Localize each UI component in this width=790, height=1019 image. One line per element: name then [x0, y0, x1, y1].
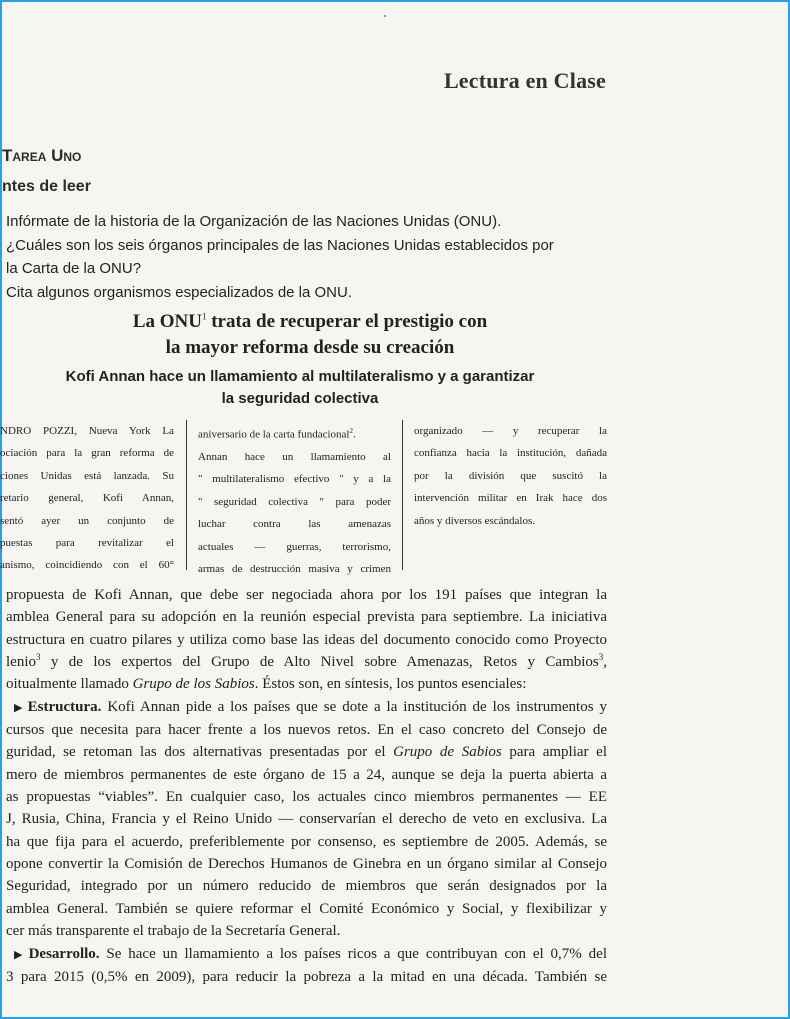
footnote-ref: 2 [349, 427, 353, 435]
column-line: organizado — y recuperar la [414, 425, 607, 437]
column-line: luchar contra las amenazas [198, 518, 391, 531]
column-line: anismo, coincidiendo con el 60° [0, 559, 174, 572]
body-line: amblea General. También se quiere reformar el Comité Económico y Social, y flexibilizar y [6, 900, 607, 917]
speck [384, 15, 386, 17]
triangle-bullet-icon: ▶ [14, 948, 26, 961]
body-line: as propuestas “viables”. En cualquier caso, los actuales cinco miembros permanentes — EE [6, 789, 607, 806]
article-body [6, 584, 607, 988]
question-item: Cita algunos organismos especializados de la ONU. [6, 283, 353, 301]
body-line: J, Rusia, China, Francia y el Reino Unido — conservarían el derecho de veto en exclusiva. La [6, 811, 607, 828]
column-line: " seguridad colectiva " para poder [198, 495, 391, 508]
column-line: armas de destrucción masiva y crimen [198, 563, 391, 576]
body-line: Seguridad, integrado por un número reducido de miembros que serán designados por la [6, 878, 607, 895]
column-line: NDRO POZZI, Nueva York La [0, 425, 174, 437]
footnote-ref: 3 [598, 652, 604, 663]
body-line [6, 673, 607, 695]
question-item: Infórmate de la historia de la Organización de las Naciones Unidas (ONU). [6, 213, 502, 230]
body-text: Kofi Annan pide a los países que se dote a la institución de los instrumentos y [101, 698, 607, 715]
footnote-ref: 3 [36, 652, 41, 663]
lead-column-2 [198, 420, 391, 581]
column-line [198, 420, 391, 446]
question-item: la Carta de la ONU? [6, 260, 142, 277]
body-line: cer más transparente el trabajo de la Secretaría General. [6, 923, 341, 940]
column-divider [402, 420, 403, 570]
column-line: intervención militar en Irak hace dos [414, 492, 607, 505]
body-line: estructura en cuatro pilares y utiliza como base las ideas del documento conocido como Proyecto [6, 631, 607, 648]
body-text: lenio [6, 654, 36, 671]
article-headline [60, 309, 560, 361]
question-item: ¿Cuáles son los seis órganos principales de las Naciones Unidas establecidos por [6, 236, 554, 254]
column-line: " multilateralismo efectivo " y a la [198, 473, 391, 486]
paragraph-desarrollo [6, 943, 607, 989]
page-title: Lectura en Clase [443, 68, 606, 93]
column-line: puestas para revitalizar el [0, 537, 174, 550]
subsection-heading: ntes de leer [2, 178, 91, 195]
body-text: y de los expertos del Grupo de Alto Nivel sobre Amenazas, Retos y Cambios [40, 654, 599, 671]
body-text: Se hace un llamamiento a los países ricos a que contribuyan con el 0,7% del [99, 945, 607, 962]
column-line: ociación para la gran reforma de [0, 447, 174, 460]
headline-text: trata de recuperar el prestigio con [206, 311, 488, 332]
body-text: para ampliar el [501, 744, 607, 761]
body-line: mero de miembros permanentes de este órgano de 15 a 24, aunque se deja la puerta abierta a [6, 766, 607, 783]
body-line: opone convertir la Comisión de Derechos Humanos de Ginebra en un órgano similar al Consejo [6, 856, 607, 873]
body-line [6, 741, 607, 763]
headline-text: la mayor reforma desde su creación [165, 337, 455, 358]
body-line [6, 651, 607, 673]
column-line: sentó ayer un conjunto de [0, 514, 174, 527]
point-heading: Estructura. [27, 698, 102, 715]
column-line: por la división que suscitó la [414, 469, 607, 482]
body-line: 3 para 2015 (0,5% en 2009), para reducir la pobreza a la mitad en una década. También se [6, 968, 607, 985]
column-text: . [352, 428, 356, 441]
body-italic: Grupo de los Sabios [132, 676, 255, 693]
body-line: cursos que necesita para hacer frente a los nuevos retos. En el caso concreto del Consejo de [6, 722, 607, 739]
triangle-bullet-icon: ▶ [14, 701, 25, 714]
paragraph-intro [6, 584, 607, 696]
subhead-text: la seguridad colectiva [221, 390, 379, 407]
body-text: guridad, se retoman las dos alternativas presentadas por el [6, 744, 394, 761]
paragraph-estructura [6, 696, 607, 943]
body-line [6, 943, 607, 966]
footnote-ref: 1 [201, 311, 207, 322]
column-line: Annan hace un llamamiento al [198, 451, 391, 464]
article-subheadline [20, 366, 580, 410]
lead-column-3 [414, 420, 607, 532]
lead-column-1 [0, 420, 174, 577]
body-line: propuesta de Kofi Annan, que debe ser negociada ahora por los 191 países que integran la [6, 587, 607, 603]
column-line: retario general, Kofi Annan, [0, 492, 174, 505]
headline-text: La ONU [132, 311, 202, 332]
column-line: ciones Unidas está lanzada. Su [0, 469, 174, 482]
point-heading: Desarrollo. [28, 945, 100, 962]
body-text: . Éstos son, en síntesis, los puntos esenciales: [254, 676, 527, 693]
question-list [6, 210, 612, 304]
body-italic: Grupo de Sabios [393, 744, 502, 761]
column-line: años y diversos escándalos. [414, 514, 535, 527]
column-line: actuales — guerras, terrorismo, [198, 540, 391, 553]
column-divider [186, 420, 187, 570]
body-line: amblea General para su adopción en la reunión especial prevista para septiembre. La iniciativa [6, 609, 607, 626]
body-line: ha que fija para el acuerdo, preferiblemente por consenso, es septiembre de 2005. Además, se [6, 833, 607, 850]
section-heading-tarea: Tarea Uno [2, 146, 82, 165]
subhead-text: Kofi Annan hace un llamamiento al multilateralismo y a garantizar [65, 368, 535, 385]
column-text: aniversario de la carta fundacional [198, 428, 350, 441]
body-line [6, 696, 607, 719]
column-line: confianza hacia la institución, dañada [414, 447, 607, 460]
body-text: oitualmente llamado [6, 676, 133, 693]
body-text: , [603, 654, 607, 671]
